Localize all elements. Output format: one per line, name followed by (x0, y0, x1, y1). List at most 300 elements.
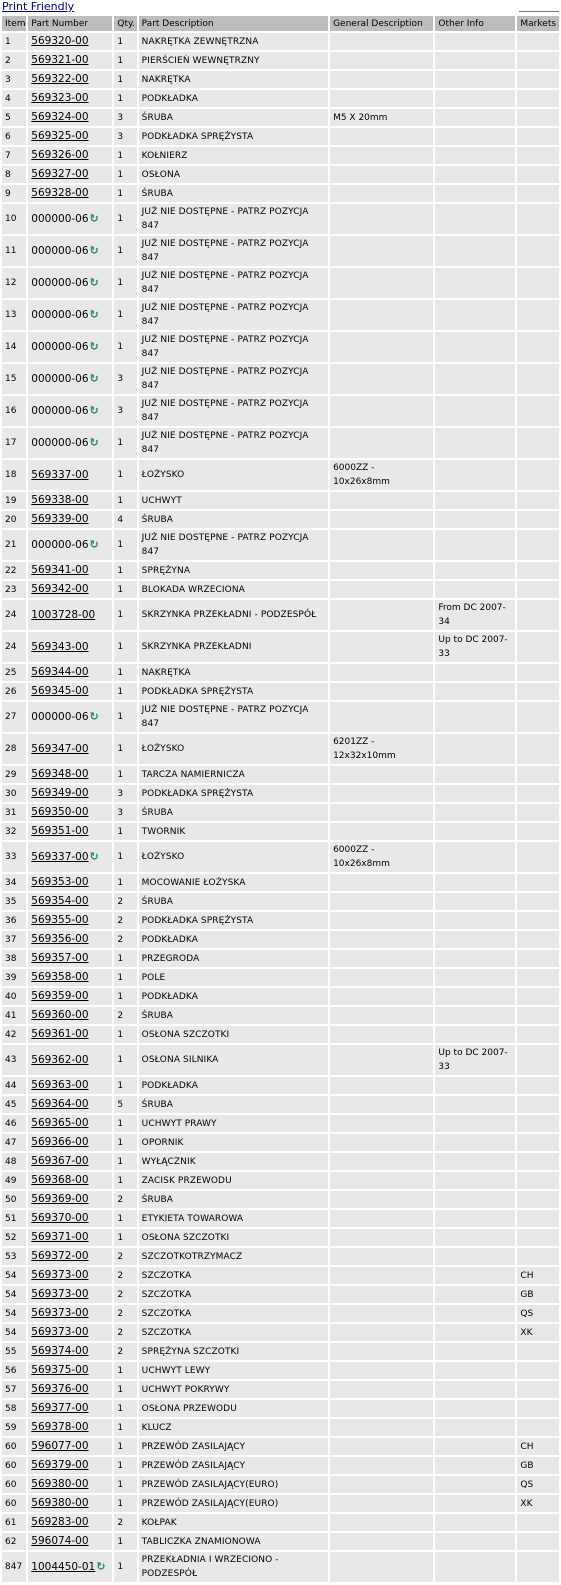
other-info-cell (435, 128, 515, 145)
item-number-cell: 5 (2, 109, 26, 126)
part-number-link[interactable]: 569366-00 (31, 1136, 89, 1148)
item-number-cell: 20 (2, 511, 26, 528)
part-number-link[interactable]: 569374-00 (31, 1345, 89, 1357)
column-header-part-description[interactable]: Part Description (139, 16, 328, 31)
general-description-cell (330, 581, 433, 598)
market-cell: GB (517, 1286, 559, 1303)
part-number-link[interactable]: 569380-00 (31, 1478, 89, 1490)
general-description-cell (330, 90, 433, 107)
other-info-cell (435, 874, 515, 891)
market-cell (517, 1115, 559, 1132)
general-description-cell (330, 1077, 433, 1094)
item-number-cell: 31 (2, 804, 26, 821)
item-number-cell: 4 (2, 90, 26, 107)
qty-cell: 1 (114, 969, 136, 986)
part-description-cell: ŁOŻYSKO (139, 842, 328, 872)
part-number-cell (28, 492, 112, 509)
part-number-link[interactable]: 569370-00 (31, 1212, 89, 1224)
part-number-link[interactable]: 569342-00 (31, 583, 89, 595)
part-number-link[interactable]: 569320-00 (31, 35, 89, 47)
general-description-cell (330, 33, 433, 50)
part-description-cell: ŚRUBA (139, 511, 328, 528)
general-description-cell (330, 1045, 433, 1075)
part-number-link[interactable]: 569321-00 (31, 54, 89, 66)
table-row (2, 1115, 559, 1132)
swap-arrows-icon[interactable]: ↻ (89, 339, 99, 353)
part-number-link[interactable]: 569323-00 (31, 92, 89, 104)
part-number-cell (28, 683, 112, 700)
table-row (2, 128, 559, 145)
part-number-cell (28, 1153, 112, 1170)
part-description-cell: JUŻ NIE DOSTĘPNE - PATRZ POZYCJA 847 (139, 530, 328, 560)
part-number-link[interactable]: 569353-00 (31, 876, 89, 888)
market-cell: GB (517, 1457, 559, 1474)
part-number-link[interactable]: 569322-00 (31, 73, 89, 85)
table-row (2, 988, 559, 1005)
qty-cell: 1 (114, 1153, 136, 1170)
qty-cell: 3 (114, 128, 136, 145)
part-number-cell (28, 1514, 112, 1531)
qty-cell: 1 (114, 766, 136, 783)
part-number-link[interactable]: 569351-00 (31, 825, 89, 837)
general-description-cell (330, 1495, 433, 1512)
market-cell (517, 364, 559, 394)
part-description-cell: PODKŁADKA (139, 931, 328, 948)
part-description-cell: PRZEWÓD ZASILAJĄCY(EURO) (139, 1476, 328, 1493)
part-number-link[interactable]: 569357-00 (31, 952, 89, 964)
part-number-cell (28, 1026, 112, 1043)
part-number-cell (28, 823, 112, 840)
part-description-cell: JUŻ NIE DOSTĘPNE - PATRZ POZYCJA 847 (139, 364, 328, 394)
qty-cell: 1 (114, 842, 136, 872)
general-description-cell (330, 1007, 433, 1024)
market-cell (517, 1134, 559, 1151)
item-number-cell: 22 (2, 562, 26, 579)
table-row (2, 1362, 559, 1379)
general-description-cell: 6000ZZ - 10x26x8mm (330, 842, 433, 872)
table-row (2, 109, 559, 126)
part-number-text: 000000-06 (31, 276, 89, 289)
swap-arrows-icon[interactable]: ↻ (96, 1559, 106, 1573)
part-number-link[interactable]: 569283-00 (31, 1516, 89, 1528)
market-cell: QS (517, 1305, 559, 1322)
part-description-cell: KOŁPAK (139, 1514, 328, 1531)
item-number-cell: 38 (2, 950, 26, 967)
part-number-link[interactable]: 569375-00 (31, 1364, 89, 1376)
qty-cell: 3 (114, 364, 136, 394)
market-cell (517, 332, 559, 362)
qty-cell: 1 (114, 581, 136, 598)
other-info-cell (435, 90, 515, 107)
part-number-link[interactable]: 569362-00 (31, 1053, 89, 1066)
part-number-link[interactable]: 569355-00 (31, 914, 89, 926)
market-cell (517, 1533, 559, 1550)
part-number-text: 000000-06 (31, 340, 89, 353)
market-cell (517, 1419, 559, 1436)
general-description-cell (330, 1419, 433, 1436)
part-description-cell: ŚRUBA (139, 804, 328, 821)
table-row (2, 683, 559, 700)
part-number-cell (28, 428, 112, 458)
part-number-link[interactable]: 569380-00 (31, 1497, 89, 1509)
general-description-cell (330, 632, 433, 662)
part-number-link[interactable]: 569373-00 (31, 1307, 89, 1319)
column-header-qty[interactable]: Qty. (114, 16, 136, 31)
table-row (2, 1286, 559, 1303)
part-number-link[interactable]: 569338-00 (31, 494, 89, 506)
general-description-cell (330, 1514, 433, 1531)
column-header-item[interactable]: Item (2, 16, 26, 31)
part-number-cell (28, 988, 112, 1005)
column-header-other-info[interactable]: Other Info (435, 16, 515, 31)
item-number-cell: 41 (2, 1007, 26, 1024)
part-number-cell (28, 1210, 112, 1227)
qty-cell: 1 (114, 33, 136, 50)
item-number-cell: 2 (2, 52, 26, 69)
table-row (2, 364, 559, 394)
part-number-link[interactable]: 569339-00 (31, 513, 89, 525)
table-row (2, 1045, 559, 1075)
part-description-cell: ŚRUBA (139, 1191, 328, 1208)
part-number-cell (28, 300, 112, 330)
general-description-cell (330, 332, 433, 362)
part-number-link[interactable]: 569373-00 (31, 1269, 89, 1281)
item-number-cell: 39 (2, 969, 26, 986)
swap-arrows-icon[interactable]: ↻ (89, 435, 99, 449)
part-description-cell: SPRĘŻYNA SZCZOTKI (139, 1343, 328, 1360)
part-number-cell (28, 734, 112, 764)
part-description-cell: UCHWYT LEWY (139, 1362, 328, 1379)
part-number-cell (28, 931, 112, 948)
column-header-markets[interactable]: Markets (517, 16, 559, 31)
part-number-cell (28, 766, 112, 783)
other-info-cell (435, 969, 515, 986)
part-number-text: 000000-06 (31, 538, 89, 551)
part-number-cell (28, 1381, 112, 1398)
part-number-cell (28, 1419, 112, 1436)
table-row (2, 1514, 559, 1531)
table-row (2, 931, 559, 948)
item-number-cell: 30 (2, 785, 26, 802)
market-cell (517, 460, 559, 490)
general-description-cell (330, 1343, 433, 1360)
part-number-link[interactable]: 569324-00 (31, 111, 89, 123)
part-number-link[interactable]: 569359-00 (31, 990, 89, 1002)
item-number-cell: 14 (2, 332, 26, 362)
swap-arrows-icon[interactable]: ↻ (89, 403, 99, 417)
general-description-cell (330, 428, 433, 458)
part-number-cell (28, 950, 112, 967)
part-description-cell: SZCZOTKOTRZYMACZ (139, 1248, 328, 1265)
general-description-cell: 6000ZZ - 10x26x8mm (330, 460, 433, 490)
market-cell (517, 236, 559, 266)
part-number-link[interactable]: 569350-00 (31, 806, 89, 818)
part-description-cell: JUŻ NIE DOSTĘPNE - PATRZ POZYCJA 847 (139, 268, 328, 298)
general-description-cell (330, 52, 433, 69)
general-description-cell (330, 683, 433, 700)
table-row (2, 842, 559, 872)
table-row (2, 734, 559, 764)
other-info-cell (435, 71, 515, 88)
table-row (2, 1248, 559, 1265)
part-number-link[interactable]: 569327-00 (31, 168, 89, 180)
market-cell (517, 1007, 559, 1024)
part-number-link[interactable]: 569360-00 (31, 1009, 89, 1021)
market-cell (517, 428, 559, 458)
part-number-cell (28, 1007, 112, 1024)
other-info-cell (435, 581, 515, 598)
part-number-link[interactable]: 569365-00 (31, 1117, 89, 1129)
qty-cell: 1 (114, 1552, 136, 1582)
part-number-link[interactable]: 569348-00 (31, 768, 89, 780)
qty-cell: 1 (114, 1077, 136, 1094)
table-row (2, 1172, 559, 1189)
part-description-cell: OSŁONA SILNIKA (139, 1045, 328, 1075)
table-row (2, 1191, 559, 1208)
general-description-cell (330, 1210, 433, 1227)
general-description-cell (330, 1286, 433, 1303)
part-number-text: 000000-06 (31, 212, 89, 225)
item-number-cell: 19 (2, 492, 26, 509)
market-cell (517, 71, 559, 88)
part-number-link[interactable]: 569345-00 (31, 685, 89, 697)
part-number-link[interactable]: 569368-00 (31, 1174, 89, 1186)
qty-cell: 1 (114, 52, 136, 69)
item-number-cell: 57 (2, 1381, 26, 1398)
general-description-cell (330, 492, 433, 509)
part-number-link[interactable]: 596074-00 (31, 1535, 89, 1547)
other-info-cell (435, 1286, 515, 1303)
part-number-cell (28, 1191, 112, 1208)
part-description-cell: PODKŁADKA (139, 1077, 328, 1094)
other-info-cell (435, 1077, 515, 1094)
part-number-link[interactable]: 569373-00 (31, 1288, 89, 1300)
part-number-cell (28, 632, 112, 662)
qty-cell: 2 (114, 1191, 136, 1208)
part-number-link[interactable]: 569376-00 (31, 1383, 89, 1395)
swap-arrows-icon[interactable]: ↻ (89, 275, 99, 289)
qty-cell: 1 (114, 1026, 136, 1043)
part-number-text: 000000-06 (31, 372, 89, 385)
market-cell (517, 1343, 559, 1360)
part-number-cell (28, 128, 112, 145)
market-cell (517, 1229, 559, 1246)
part-number-link[interactable]: 569371-00 (31, 1231, 89, 1243)
part-number-cell (28, 396, 112, 426)
part-number-link[interactable]: 596077-00 (31, 1440, 89, 1452)
page-header (0, 0, 561, 14)
general-description-cell (330, 874, 433, 891)
table-row (2, 1476, 559, 1493)
part-number-cell (28, 166, 112, 183)
swap-arrows-icon[interactable]: ↻ (89, 243, 99, 257)
part-number-link[interactable]: 569372-00 (31, 1250, 89, 1262)
qty-cell: 1 (114, 492, 136, 509)
part-number-link[interactable]: 569369-00 (31, 1193, 89, 1205)
part-number-link[interactable]: 569377-00 (31, 1402, 89, 1414)
qty-cell: 1 (114, 683, 136, 700)
market-cell (517, 300, 559, 330)
qty-cell: 1 (114, 204, 136, 234)
market-cell (517, 632, 559, 662)
qty-cell: 1 (114, 632, 136, 662)
other-info-cell: From DC 2007-34 (435, 600, 515, 630)
item-number-cell: 8 (2, 166, 26, 183)
part-number-cell (28, 1533, 112, 1550)
other-info-cell (435, 1007, 515, 1024)
part-number-link[interactable]: 569325-00 (31, 130, 89, 142)
market-cell: XK (517, 1324, 559, 1341)
general-description-cell (330, 1248, 433, 1265)
part-number-text: 000000-06 (31, 710, 89, 723)
part-number-cell (28, 893, 112, 910)
part-number-link[interactable]: 1003728-00 (31, 608, 96, 621)
part-number-link[interactable]: 1004450-01 (31, 1560, 96, 1573)
table-row (2, 511, 559, 528)
table-row (2, 1419, 559, 1436)
part-description-cell: ŁOŻYSKO (139, 460, 328, 490)
qty-cell: 1 (114, 1210, 136, 1227)
part-description-cell: OSŁONA SZCZOTKI (139, 1026, 328, 1043)
general-description-cell (330, 147, 433, 164)
market-cell (517, 1210, 559, 1227)
swap-arrows-icon[interactable]: ↻ (89, 537, 99, 551)
other-info-cell (435, 988, 515, 1005)
item-number-cell: 46 (2, 1115, 26, 1132)
swap-arrows-icon[interactable]: ↻ (89, 371, 99, 385)
market-cell (517, 109, 559, 126)
part-number-link[interactable]: 569326-00 (31, 149, 89, 161)
part-number-link[interactable]: 569343-00 (31, 640, 89, 653)
item-number-cell: 54 (2, 1286, 26, 1303)
qty-cell: 1 (114, 1438, 136, 1455)
other-info-cell (435, 1229, 515, 1246)
part-number-cell (28, 185, 112, 202)
part-number-link[interactable]: 569361-00 (31, 1028, 89, 1040)
market-cell (517, 396, 559, 426)
part-number-link[interactable]: 569356-00 (31, 933, 89, 945)
table-row (2, 1400, 559, 1417)
item-number-cell: 52 (2, 1229, 26, 1246)
other-info-cell (435, 1305, 515, 1322)
swap-arrows-icon[interactable]: ↻ (89, 211, 99, 225)
swap-arrows-icon[interactable]: ↻ (89, 709, 99, 723)
part-number-link[interactable]: 569379-00 (31, 1459, 89, 1471)
general-description-cell (330, 766, 433, 783)
general-description-cell: M5 X 20mm (330, 109, 433, 126)
swap-arrows-icon[interactable]: ↻ (89, 849, 99, 863)
table-row (2, 185, 559, 202)
table-row (2, 1324, 559, 1341)
part-description-cell: NAKRĘTKA (139, 664, 328, 681)
item-number-cell: 37 (2, 931, 26, 948)
market-cell (517, 581, 559, 598)
header-divider (519, 11, 559, 12)
qty-cell: 1 (114, 166, 136, 183)
part-number-link[interactable]: 569337-00 (31, 468, 89, 481)
part-description-cell: PODKŁADKA (139, 90, 328, 107)
part-number-link[interactable]: 569347-00 (31, 742, 89, 755)
part-number-cell (28, 1495, 112, 1512)
table-row (2, 90, 559, 107)
item-number-cell: 15 (2, 364, 26, 394)
qty-cell: 3 (114, 396, 136, 426)
part-number-link[interactable]: 569367-00 (31, 1155, 89, 1167)
market-cell (517, 1077, 559, 1094)
general-description-cell (330, 1172, 433, 1189)
part-description-cell: PODKŁADKA SPRĘŻYSTA (139, 785, 328, 802)
part-number-cell (28, 1457, 112, 1474)
general-description-cell (330, 950, 433, 967)
part-number-link[interactable]: 569341-00 (31, 564, 89, 576)
part-description-cell: ŁOŻYSKO (139, 734, 328, 764)
part-description-cell: ETYKIETA TOWAROWA (139, 1210, 328, 1227)
other-info-cell (435, 236, 515, 266)
part-number-link[interactable]: 569328-00 (31, 187, 89, 199)
part-number-cell (28, 71, 112, 88)
column-header-general-description[interactable]: General Description (330, 16, 433, 31)
other-info-cell (435, 1191, 515, 1208)
table-row (2, 1077, 559, 1094)
general-description-cell (330, 988, 433, 1005)
qty-cell: 1 (114, 600, 136, 630)
part-description-cell: PODKŁADKA SPRĘŻYSTA (139, 128, 328, 145)
part-number-link[interactable]: 569349-00 (31, 787, 89, 799)
item-number-cell: 61 (2, 1514, 26, 1531)
other-info-cell (435, 1026, 515, 1043)
item-number-cell: 51 (2, 1210, 26, 1227)
other-info-cell (435, 734, 515, 764)
item-number-cell: 48 (2, 1153, 26, 1170)
market-cell (517, 912, 559, 929)
part-number-link[interactable]: 569378-00 (31, 1421, 89, 1433)
general-description-cell (330, 912, 433, 929)
other-info-cell (435, 1210, 515, 1227)
part-number-cell (28, 1400, 112, 1417)
part-number-link[interactable]: 569364-00 (31, 1098, 89, 1110)
general-description-cell (330, 804, 433, 821)
part-number-link[interactable]: 569373-00 (31, 1326, 89, 1338)
part-number-link[interactable]: 569358-00 (31, 971, 89, 983)
part-description-cell: ŚRUBA (139, 1096, 328, 1113)
other-info-cell (435, 1495, 515, 1512)
part-description-cell: KLUCZ (139, 1419, 328, 1436)
general-description-cell (330, 600, 433, 630)
general-description-cell (330, 1191, 433, 1208)
general-description-cell (330, 1026, 433, 1043)
general-description-cell (330, 300, 433, 330)
part-number-link[interactable]: 569363-00 (31, 1079, 89, 1091)
other-info-cell (435, 1096, 515, 1113)
part-number-cell (28, 1045, 112, 1075)
other-info-cell (435, 1514, 515, 1531)
general-description-cell (330, 166, 433, 183)
column-header-part-number[interactable]: Part Number (28, 16, 112, 31)
table-row (2, 1552, 559, 1582)
market-cell (517, 766, 559, 783)
market-cell (517, 823, 559, 840)
part-number-link[interactable]: 569337-00 (31, 850, 89, 863)
qty-cell: 1 (114, 1400, 136, 1417)
general-description-cell (330, 1305, 433, 1322)
part-number-link[interactable]: 569344-00 (31, 666, 89, 678)
part-number-cell (28, 969, 112, 986)
part-number-link[interactable]: 569354-00 (31, 895, 89, 907)
print-friendly-link[interactable]: Print Friendly (2, 0, 75, 13)
part-number-cell (28, 1077, 112, 1094)
swap-arrows-icon[interactable]: ↻ (89, 307, 99, 321)
other-info-cell (435, 1324, 515, 1341)
